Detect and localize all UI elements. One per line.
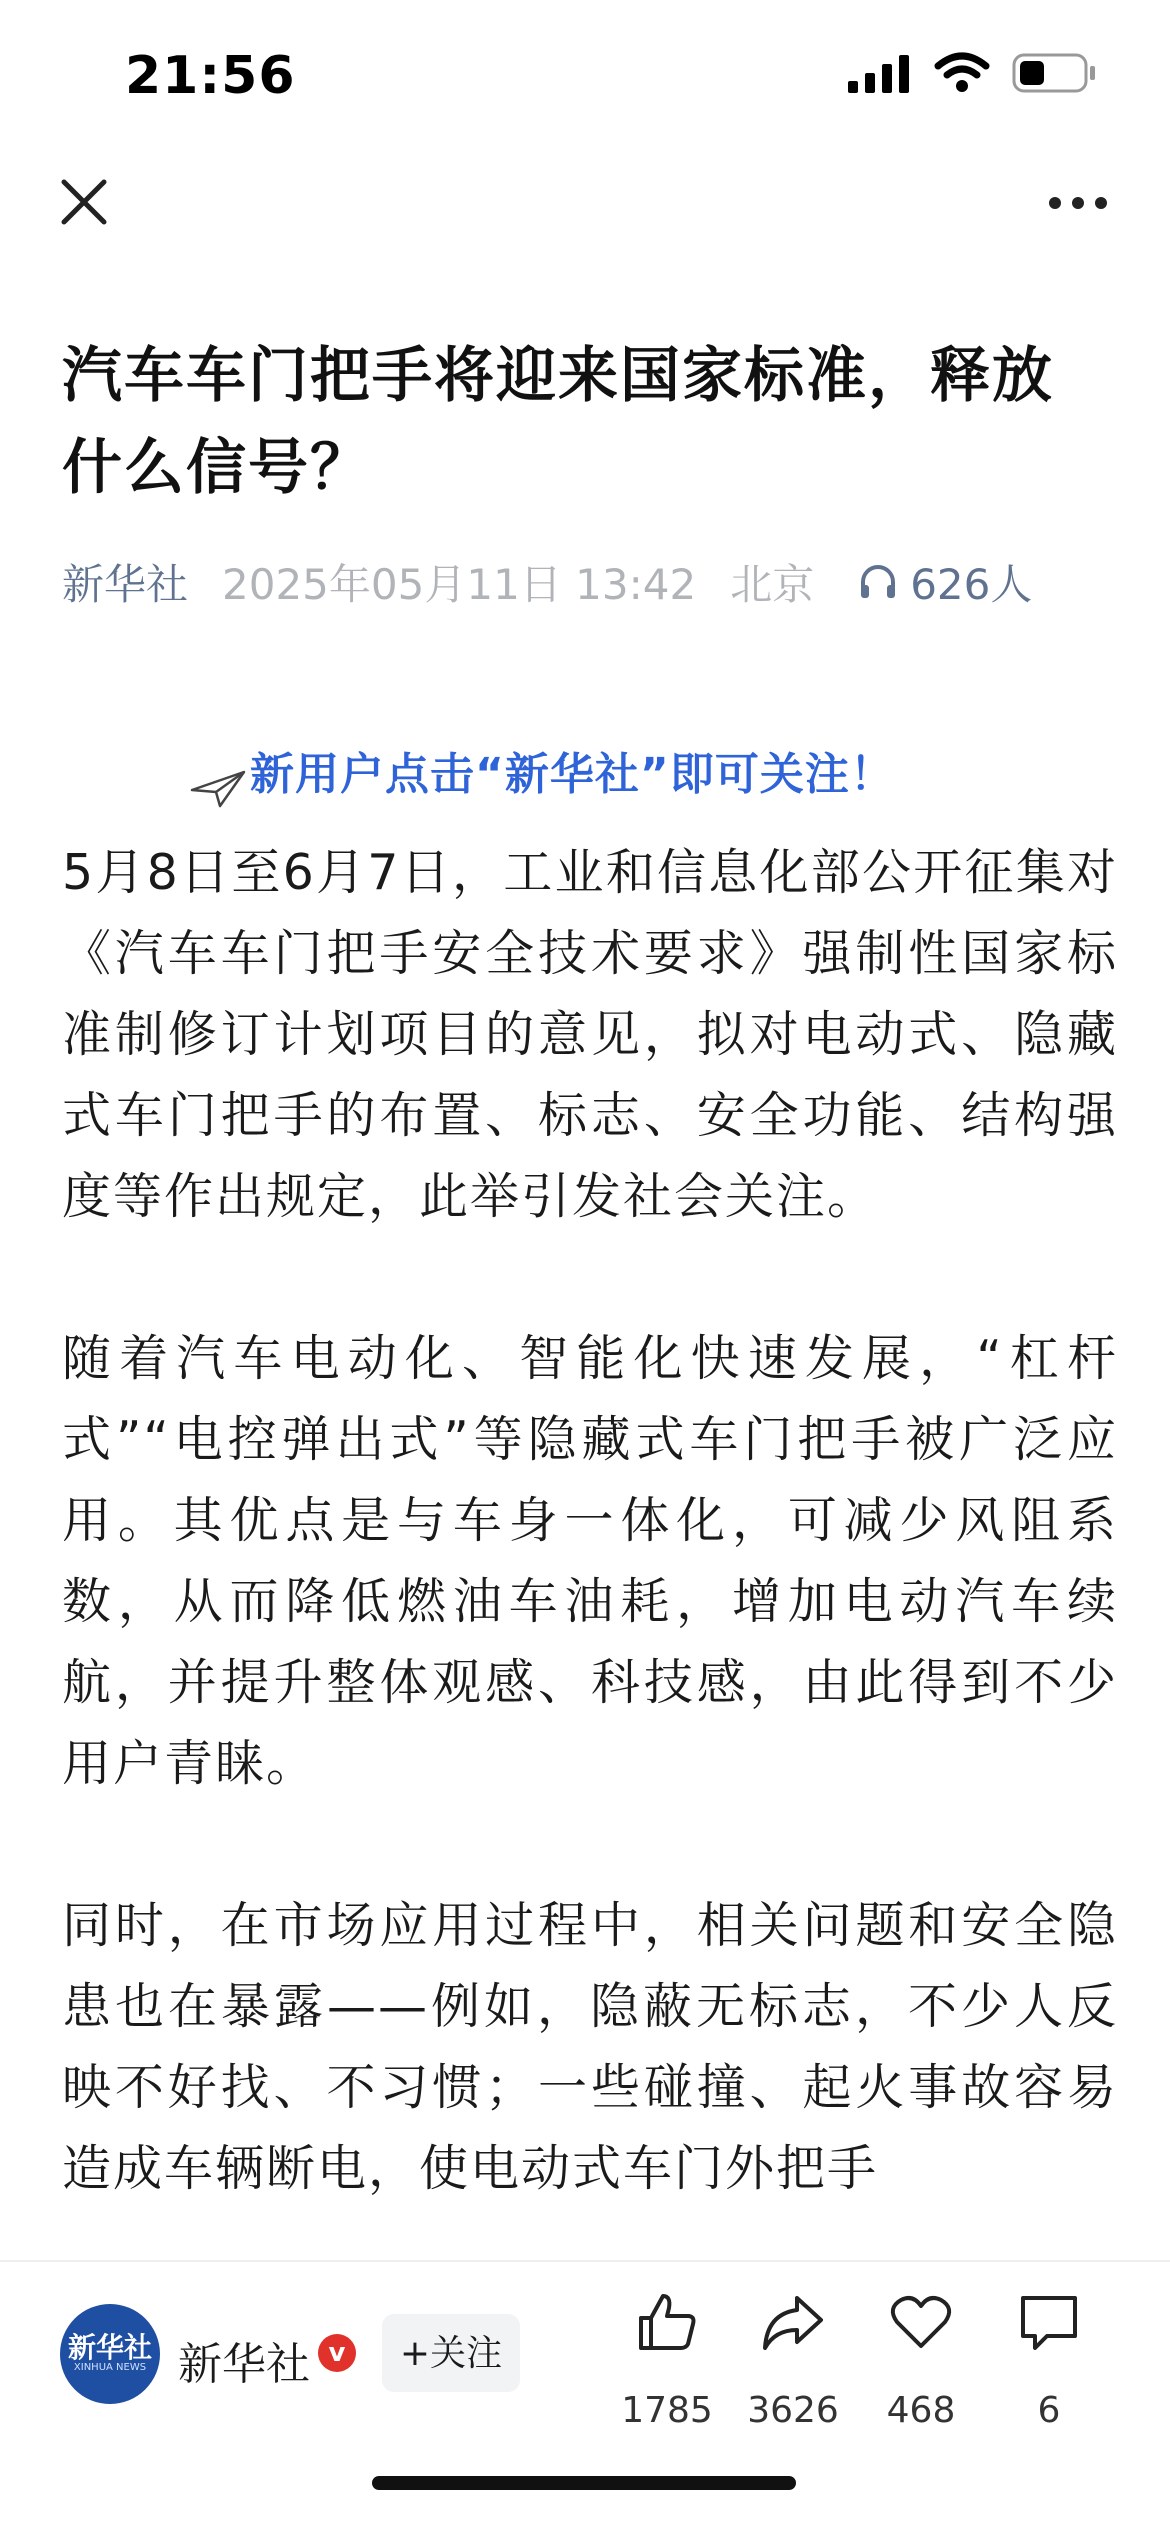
follow-tip-banner[interactable] <box>190 738 990 808</box>
home-indicator[interactable] <box>372 2476 796 2490</box>
follow-button[interactable]: +关注 <box>382 2314 520 2392</box>
article-location: 北京 <box>730 560 815 609</box>
thumbs-up-icon <box>635 2290 699 2354</box>
article-title: 汽车车门把手将迎来国家标准，释放什么信号？ <box>62 341 1054 503</box>
heart-icon <box>889 2290 953 2354</box>
article-paragraph: 随着汽车电动化、智能化快速发展，“杠杆式”“电控弹出式”等隐藏式车门把手被广泛应用。其优点是与车身一体化，可减少风阻系数，从而降低燃油车油耗，增加电动汽车续航，并提升整体观感、科技感，由此得到不少用户青睐。 <box>62 1330 1118 1792</box>
close-icon <box>60 178 108 230</box>
like-button[interactable] <box>602 2290 732 2490</box>
share-button[interactable] <box>728 2290 858 2490</box>
account-name[interactable]: 新华社 <box>178 2339 310 2390</box>
cellular-signal-icon <box>848 53 912 97</box>
verified-badge: v <box>318 2334 356 2372</box>
article-paragraph: 5月8日至6月7日，工业和信息化部公开征集对《汽车车门把手安全技术要求》强制性国家标准制修订计划项目的意见，拟对电动式、隐藏式车门把手的布置、标志、安全功能、结构强度等作出规定，此举引发社会关注。 <box>62 844 1118 1225</box>
bottom-action-bar <box>0 2260 1170 2534</box>
article-paragraph: 同时，在市场应用过程中，相关问题和安全隐患也在暴露——例如，隐蔽无标志，不少人反映不好找、不习惯；一些碰撞、起火事故容易造成车辆断电，使电动式车门外把手 <box>62 1897 1118 2197</box>
listen-count[interactable] <box>858 552 1032 612</box>
avatar[interactable] <box>60 2304 160 2404</box>
like-count: 1785 <box>621 2390 713 2431</box>
listen-count-value: 626人 <box>910 560 1033 609</box>
follow-tip-text: 新用户点击“新华社”即可关注！ <box>250 749 895 800</box>
battery-icon <box>1012 52 1098 98</box>
comment-bubble-icon <box>1017 2290 1081 2354</box>
share-arrow-icon <box>761 2290 825 2354</box>
status-bar <box>0 0 1170 150</box>
article-body <box>62 832 1118 2290</box>
comment-count: 6 <box>1037 2390 1061 2431</box>
wifi-icon <box>934 52 990 98</box>
paper-plane-icon <box>190 768 246 812</box>
avatar-logo-subtext: XINHUA NEWS <box>73 2362 147 2373</box>
more-options-button[interactable] <box>1038 172 1118 236</box>
article-meta <box>62 552 1032 612</box>
status-icons <box>848 52 1098 98</box>
article-source-link[interactable]: 新华社 <box>62 560 189 609</box>
status-time: 21:56 <box>125 46 296 106</box>
article-date: 2025年05月11日 13:42 <box>222 560 697 609</box>
headphones-icon <box>858 562 898 602</box>
favorite-count: 468 <box>886 2390 956 2431</box>
comment-button[interactable] <box>984 2290 1114 2490</box>
favorite-button[interactable] <box>856 2290 986 2490</box>
more-horizontal-icon <box>1048 195 1108 214</box>
share-count: 3626 <box>747 2390 839 2431</box>
close-button[interactable] <box>52 172 116 236</box>
avatar-logo-text: 新华社 <box>67 2331 152 2364</box>
